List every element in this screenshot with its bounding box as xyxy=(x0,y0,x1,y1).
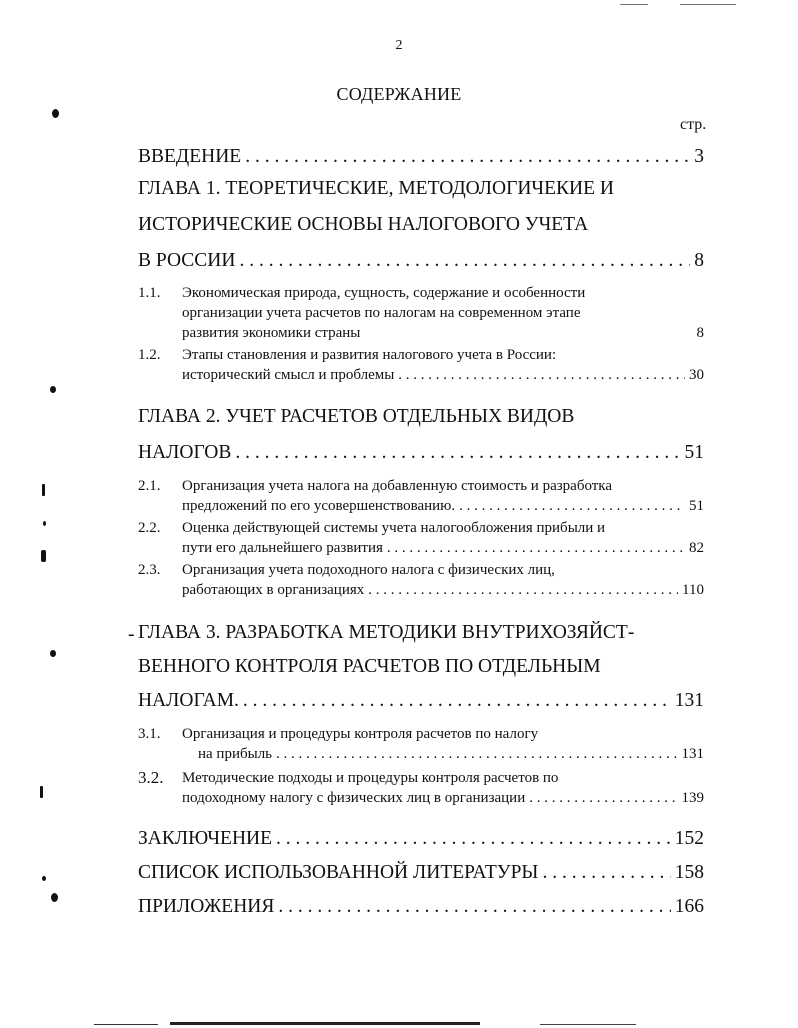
binding-hole-mark xyxy=(43,521,46,526)
binding-hole-mark xyxy=(50,650,56,657)
toc-entry-title: НАЛОГАМ. xyxy=(138,690,239,711)
toc-entry-title: ПРИЛОЖЕНИЯ xyxy=(138,896,275,917)
toc-entry-bibliography[interactable] xyxy=(138,862,704,884)
toc-entry-section-2-1[interactable] xyxy=(182,498,704,515)
scan-edge-bottom-rule xyxy=(94,1024,158,1025)
toc-entry-title: подоходному налогу с физических лиц в организации xyxy=(182,790,526,806)
toc-entry-title: ВВЕДЕНИЕ xyxy=(138,146,242,167)
binding-hole-mark xyxy=(52,109,59,118)
binding-hole-mark xyxy=(41,550,46,562)
page-number: 2 xyxy=(395,38,403,53)
leader-dots xyxy=(368,582,678,599)
toc-entry-title: работающих в организациях xyxy=(182,582,365,598)
toc-entry-page: 3 xyxy=(694,146,704,167)
toc-chapter3-title-line1[interactable]: ГЛАВА 3. РАЗРАБОТКА МЕТОДИКИ ВНУТРИХОЗЯЙСТ- xyxy=(138,622,635,643)
section-number: 3.2. xyxy=(138,768,164,787)
toc-section-2-3-line1[interactable]: Организация учета подоходного налога с физических лиц, xyxy=(182,562,555,578)
toc-chapter1-title-line2[interactable]: ИСТОРИЧЕСКИЕ ОСНОВЫ НАЛОГОВОГО УЧЕТА xyxy=(138,214,589,235)
leader-dots xyxy=(529,790,677,807)
toc-entry-section-1-1[interactable] xyxy=(182,325,704,342)
toc-entry-page: 152 xyxy=(674,828,704,849)
toc-entry-page: 131 xyxy=(681,746,704,762)
toc-section-1-1-line1[interactable]: Экономическая природа, сущность, содержание и особенности xyxy=(182,285,586,301)
stray-mark: - xyxy=(128,624,135,645)
toc-entry-page: 166 xyxy=(674,896,704,917)
toc-heading: СОДЕРЖАНИЕ xyxy=(336,84,462,104)
toc-entry-title: В РОССИИ xyxy=(138,250,236,271)
toc-entry-title: развития экономики страны xyxy=(182,325,361,341)
toc-entry-page: 131 xyxy=(674,690,704,711)
section-number: 1.1. xyxy=(138,285,161,301)
toc-entry-page: 8 xyxy=(696,325,704,341)
toc-entry-appendices[interactable] xyxy=(138,896,704,918)
toc-entry-page: 158 xyxy=(674,862,704,883)
toc-section-3-1-line1[interactable]: Организация и процедуры контроля расчетов по налогу xyxy=(182,726,539,742)
toc-entry-title: на прибыль xyxy=(198,746,273,762)
toc-section-1-2-line1[interactable]: Этапы становления и развития налогового учета в России: xyxy=(182,347,557,363)
leader-dots xyxy=(459,498,685,515)
section-number: 3.1. xyxy=(138,726,161,742)
toc-entry-page: 139 xyxy=(681,790,704,806)
toc-section-2-2-line1[interactable]: Оценка действующей системы учета налогообложения прибыли и xyxy=(182,520,606,536)
section-number: 2.2. xyxy=(138,520,161,536)
leader-dots xyxy=(239,250,690,272)
scan-edge-bottom-rule xyxy=(170,1022,480,1025)
toc-entry-page: 51 xyxy=(684,442,704,463)
toc-entry-title: ЗАКЛЮЧЕНИЕ xyxy=(138,828,273,849)
leader-dots xyxy=(245,146,690,168)
toc-entry-page: 82 xyxy=(689,540,704,556)
section-number: 2.1. xyxy=(138,478,161,494)
binding-hole-mark xyxy=(42,484,45,496)
toc-section-1-1-line2[interactable]: организации учета расчетов по налогам на современном этапе xyxy=(182,305,581,321)
toc-entry-section-2-2[interactable] xyxy=(182,540,704,557)
toc-entry-introduction[interactable] xyxy=(138,146,704,168)
toc-section-3-2-line1[interactable]: Методические подходы и процедуры контроля расчетов по xyxy=(182,770,559,786)
toc-entry-page: 51 xyxy=(689,498,704,514)
leader-dots xyxy=(276,828,671,850)
toc-entry-chapter2[interactable] xyxy=(138,442,704,464)
leader-dots xyxy=(387,540,685,557)
toc-entry-chapter1[interactable] xyxy=(138,250,704,272)
toc-entry-section-3-1[interactable] xyxy=(198,746,704,763)
toc-entry-page: 8 xyxy=(694,250,704,271)
binding-hole-mark xyxy=(42,876,46,881)
binding-hole-mark xyxy=(50,386,56,393)
leader-dots xyxy=(278,896,670,918)
leader-dots xyxy=(276,746,677,763)
toc-entry-section-3-2[interactable] xyxy=(182,790,704,807)
toc-entry-conclusion[interactable] xyxy=(138,828,704,850)
toc-chapter1-title-line1[interactable]: ГЛАВА 1. ТЕОРЕТИЧЕСКИЕ, МЕТОДОЛОГИЧЕКИЕ И xyxy=(138,178,614,199)
toc-entry-section-2-3[interactable] xyxy=(182,582,704,599)
toc-entry-page: 30 xyxy=(689,367,704,383)
toc-entry-title: пути его дальнейшего развития xyxy=(182,540,383,556)
section-number: 2.3. xyxy=(138,562,161,578)
scan-edge-top-rule xyxy=(620,4,648,5)
toc-entry-title: исторический смысл и проблемы xyxy=(182,367,395,383)
toc-entry-section-1-2[interactable] xyxy=(182,367,704,384)
toc-entry-title: предложений по его усовершенствованию. xyxy=(182,498,456,514)
leader-dots xyxy=(243,690,671,712)
toc-entry-page: 110 xyxy=(682,582,704,598)
section-number: 1.2. xyxy=(138,347,161,363)
leader-dots xyxy=(398,367,685,384)
binding-hole-mark xyxy=(51,893,58,902)
scan-edge-bottom-rule xyxy=(540,1024,636,1025)
toc-chapter2-title-line1[interactable]: ГЛАВА 2. УЧЕТ РАСЧЕТОВ ОТДЕЛЬНЫХ ВИДОВ xyxy=(138,406,575,427)
leader-dots xyxy=(542,862,670,884)
binding-hole-mark xyxy=(40,786,43,798)
toc-entry-chapter3[interactable] xyxy=(138,690,704,712)
scan-edge-top-rule xyxy=(680,4,736,5)
page-column-label: стр. xyxy=(680,116,707,133)
toc-entry-title: СПИСОК ИСПОЛЬЗОВАННОЙ ЛИТЕРАТУРЫ xyxy=(138,862,539,883)
toc-section-2-1-line1[interactable]: Организация учета налога на добавленную стоимость и разработка xyxy=(182,478,613,494)
leader-dots xyxy=(235,442,680,464)
toc-entry-title: НАЛОГОВ xyxy=(138,442,232,463)
toc-chapter3-title-line2[interactable]: ВЕННОГО КОНТРОЛЯ РАСЧЕТОВ ПО ОТДЕЛЬНЫМ xyxy=(138,656,601,677)
